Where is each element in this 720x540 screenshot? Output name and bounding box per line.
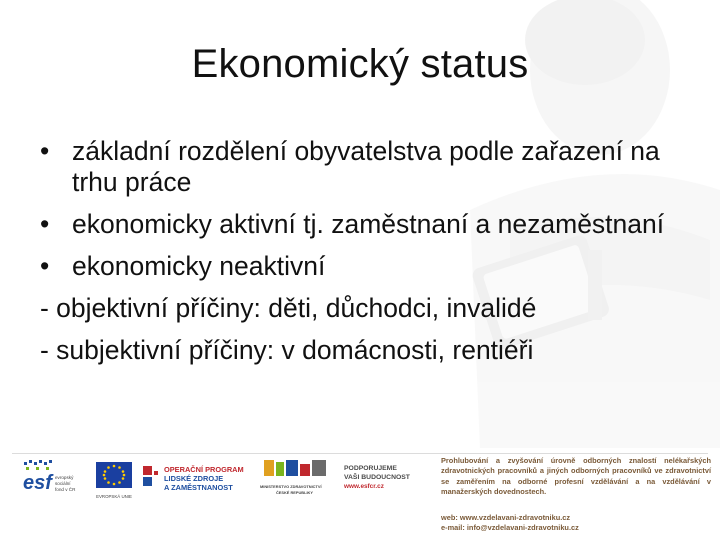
op-lzz-logo [140,458,255,506]
esf-future-logo [340,460,432,504]
svg-text:EVROPSKÁ UNIE: EVROPSKÁ UNIE [96,494,132,499]
svg-text:ČESKÉ REPUBLIKY: ČESKÉ REPUBLIKY [276,490,313,495]
email-link[interactable]: e-mail: info@vzdelavani-zdravotniku.cz [441,523,579,532]
ministry-of-health-logo [258,456,336,508]
bullet-marker: • [40,136,50,166]
svg-text:MINISTERSTVO ZDRAVOTNICTVÍ: MINISTERSTVO ZDRAVOTNICTVÍ [260,484,322,489]
svg-text:www.esfcr.cz: www.esfcr.cz [344,483,384,490]
svg-text:OPERAČNÍ PROGRAM: OPERAČNÍ PROGRAM [164,465,244,474]
bullet-item [40,136,700,198]
svg-text:A ZAMĚSTNANOST: A ZAMĚSTNANOST [164,483,233,492]
bullet-text: ekonomicky aktivní tj. zaměstnaní a nezaměstnaní [72,209,665,239]
bullet-item [40,209,700,240]
slide-content [40,136,700,377]
svg-text:LIDSKÉ ZDROJE: LIDSKÉ ZDROJE [164,474,224,483]
bullet-item [40,251,700,282]
footer-divider [12,453,708,454]
text-line: - objektivní příčiny: děti, důchodci, invalidé [40,293,537,323]
footer [0,448,720,540]
esf-logo [22,458,86,506]
svg-text:fond v ČR: fond v ČR [55,487,76,492]
svg-text:sociální: sociální [55,481,71,486]
bullet-text: základní rozdělení obyvatelstva podle zařazení na trhu práce [72,136,660,197]
text-line: - subjektivní příčiny: v domácnosti, rentiéři [40,335,534,365]
web-link[interactable]: web: www.vzdelavani-zdravotniku.cz [441,513,571,522]
bullet-marker: • [40,251,50,281]
svg-text:PODPORUJEME: PODPORUJEME [344,465,397,472]
bullet-text: ekonomicky neaktivní [72,251,326,281]
esf-logo-mark: esf [23,472,52,494]
contact-info [441,513,711,533]
bullet-marker: • [40,209,50,239]
svg-text:VAŠI BUDOUCNOST: VAŠI BUDOUCNOST [344,474,410,481]
slide-title: Ekonomický status [191,42,529,86]
project-description: Prohlubování a zvyšování úrovně odborných znalostí nelékařských zdravotnických pracovníků a jiných odborných pracovníků ve zdravotnictví se zaměřením na odborné profesní vzdělávání a na vzdělávání v manažerských dovednostech. [441,456,711,496]
eu-flag-logo [92,458,136,506]
svg-text:evropský: evropský [55,475,74,480]
